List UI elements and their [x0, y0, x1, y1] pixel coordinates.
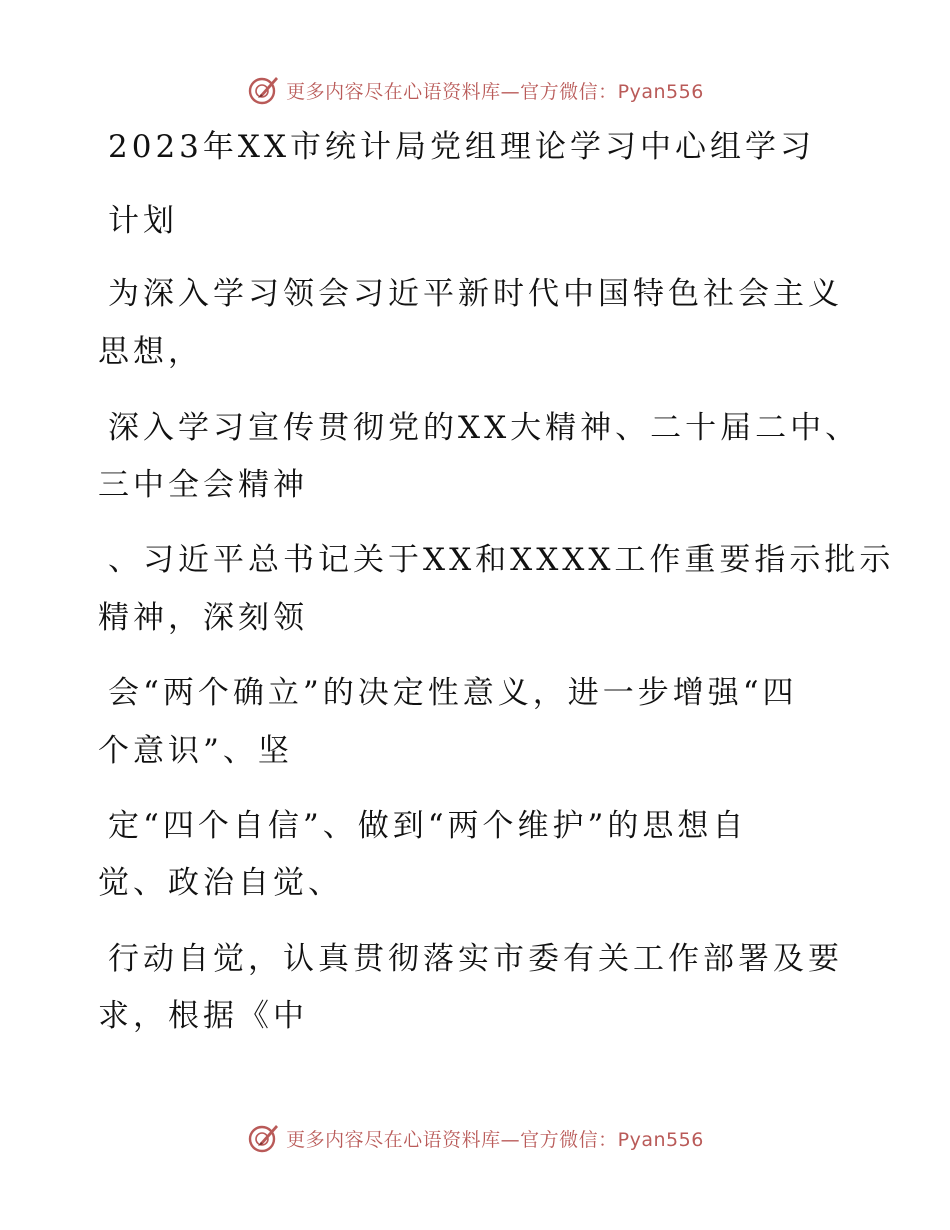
paragraph-line-10: 觉、政治自觉、: [98, 865, 343, 901]
paragraph-line-9: 定“四个自信”、做到“两个维护”的思想自: [108, 808, 748, 844]
document-title-line-2: 计划: [108, 203, 178, 239]
footer-watermark-text: 更多内容尽在心语资料库—官方微信：Pyan556: [286, 1128, 704, 1151]
paragraph-line-7: 会“两个确立”的决定性意义，进一步增强“四: [108, 675, 798, 711]
paragraph-line-1: 为深入学习领会习近平新时代中国特色社会主义: [108, 276, 843, 312]
header-watermark-text: 更多内容尽在心语资料库—官方微信：Pyan556: [286, 80, 704, 103]
paragraph-line-6: 精神，深刻领: [98, 600, 308, 636]
paragraph-line-11: 行动自觉，认真贯彻落实市委有关工作部署及要: [108, 941, 843, 977]
paragraph-line-12: 求，根据《中: [98, 998, 308, 1034]
paragraph-line-3: 深入学习宣传贯彻党的XX大精神、二十届二中、: [108, 410, 861, 446]
footer-watermark-banner: [0, 1118, 950, 1158]
paragraph-line-8: 个意识”、坚: [98, 733, 293, 769]
paragraph-line-5: 、习近平总书记关于XX和XXXX工作重要指示批示: [108, 542, 895, 578]
paragraph-line-2: 思想，: [98, 334, 203, 370]
paragraph-line-4: 三中全会精神: [98, 467, 308, 503]
quill-circle-icon: [246, 1121, 280, 1155]
document-title-line-1: 2023年XX市统计局党组理论学习中心组学习: [108, 129, 816, 165]
